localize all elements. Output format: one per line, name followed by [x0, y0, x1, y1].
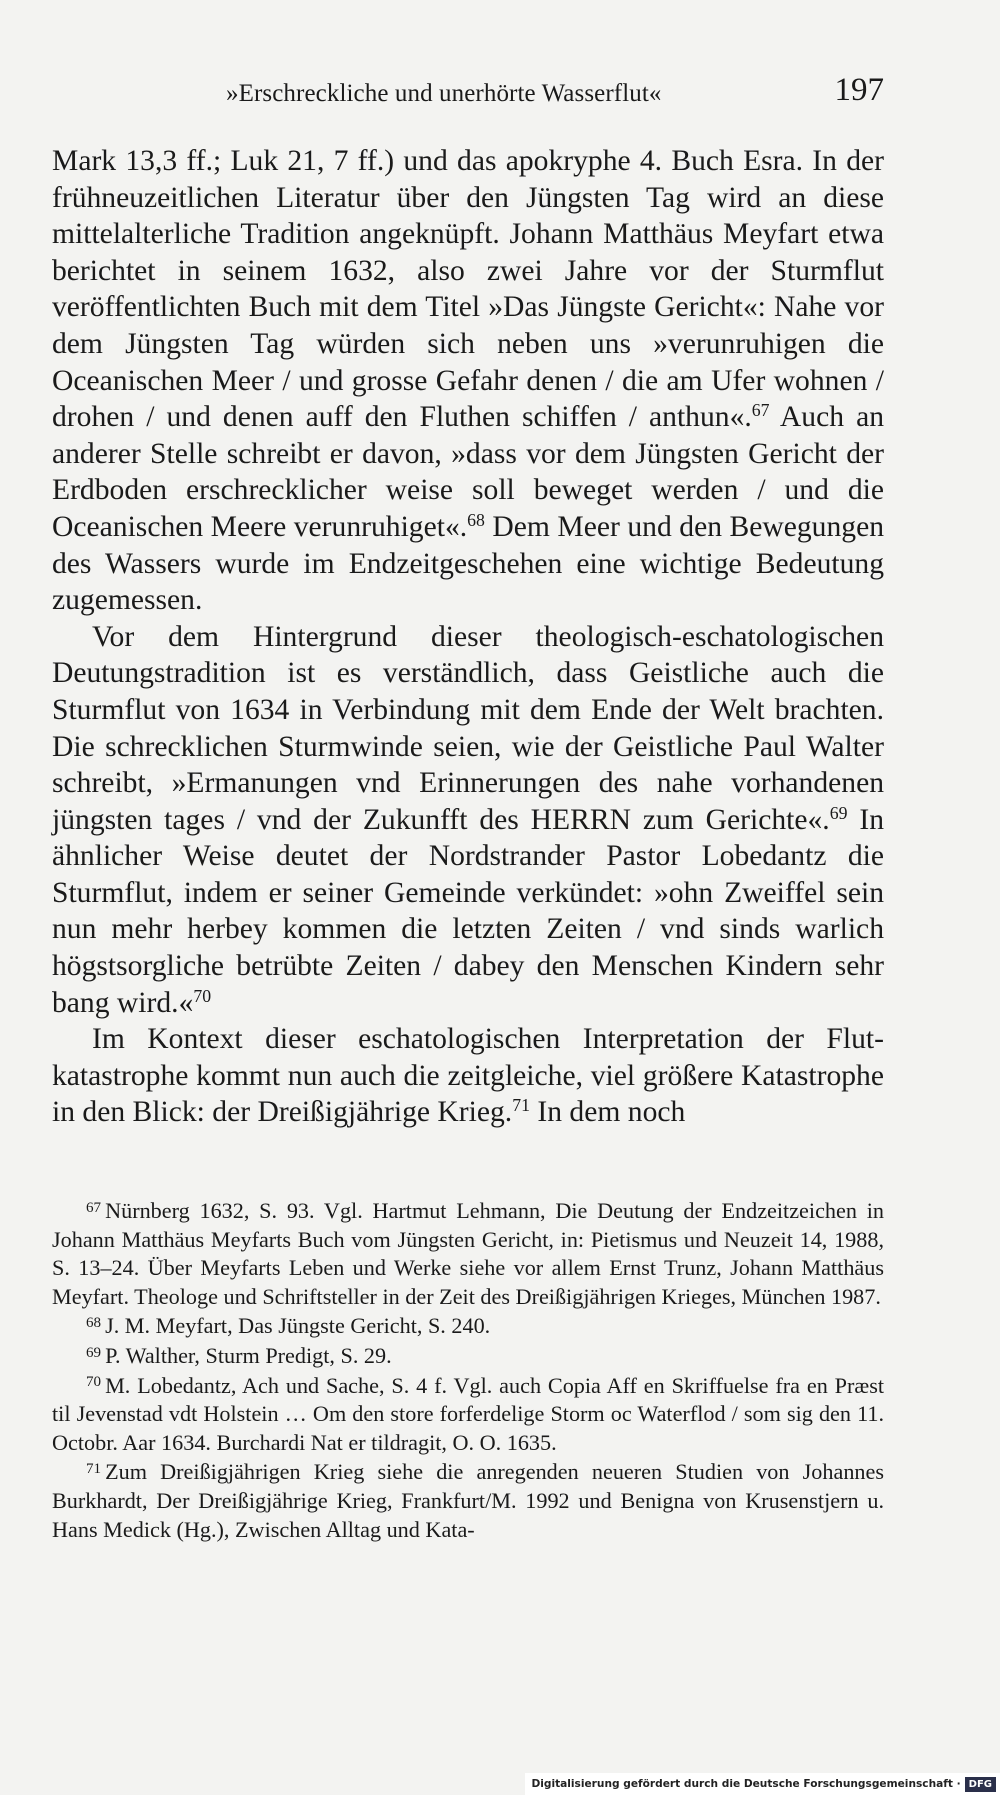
footnote-text: Nürnberg 1632, S. 93. Vgl. Hartmut Lehmann, Die Deutung der Endzeitzeichen in Johann Matthäus Meyfarts Buch vom Jüngsten Gericht, in: Pietismus und Neuzeit 14, 1988, S. 13–24. Über Meyfarts Leben und Werke siehe vor allem Ernst Trunz, Johann Matthäus Meyfart. Theologe und Schriftsteller in der Zeit des Dreißigjährigen Krieges, München 1987. — [52, 1198, 884, 1309]
footnote-number: 67 — [86, 1199, 102, 1216]
footnotes — [52, 1197, 884, 1545]
footnote-67 — [52, 1197, 884, 1311]
dfg-logo: DFG — [965, 1777, 996, 1792]
footnote-number: 70 — [86, 1374, 102, 1391]
footnote-71 — [52, 1458, 884, 1544]
text-run: Im Kontext dieser eschatologischen Interpretation der Flutkatastrophe kommt nun auch die zeitgleiche, viel größere Katastrophe in den Blick: der Dreißigjährige Krieg. — [52, 1023, 884, 1129]
running-head — [52, 72, 884, 112]
footnote-number: 71 — [86, 1461, 102, 1478]
footnote-number: 68 — [86, 1315, 102, 1332]
footnote-ref: 70 — [193, 985, 212, 1006]
running-title: »Erschreckliche und unerhörte Wasserflut« — [226, 80, 662, 107]
footnote-70 — [52, 1372, 884, 1458]
footnote-68 — [52, 1312, 884, 1341]
text-run: Mark 13,3 ff.; Luk 21, 7 ff.) und das apokryphe 4. Buch Esra. In der frühneuzeitlichen Literatur über den Jüngsten Tag wird an diese mittelalterliche Tradition angeknüpft. Johann Matthäus Meyfart etwa berichtet in seinem 1632, also zwei Jahre vor der Sturmflut veröffentlichten Buch mit dem Titel »Das Jüngste Gericht«: Nahe vor dem Jüngsten Tag würden sich neben uns »verunruhigen die Oceanischen Meer / und grosse Gefahr denen / die am Ufer wohnen / drohen / und denen auff den Fluthen schiffen / anthun«. — [52, 145, 884, 434]
footnote-ref: 71 — [512, 1095, 530, 1116]
body-text — [52, 143, 884, 1131]
footnote-number: 69 — [86, 1344, 102, 1361]
paragraph-3 — [52, 1021, 884, 1131]
footnote-ref: 69 — [829, 802, 848, 823]
paragraph-2 — [52, 619, 884, 1022]
text-run: Dem Meer und den Bewegungen des Wassers wurde im Endzeitgeschehen eine wichtige Bedeutung zugemessen. — [52, 510, 884, 617]
digitization-credit — [525, 1773, 1000, 1795]
footnote-text: J. M. Meyfart, Das Jüngste Gericht, S. 240. — [105, 1313, 491, 1339]
paragraph-1 — [52, 143, 884, 619]
text-run: In dem noch — [529, 1096, 686, 1129]
footnote-text: Zum Dreißigjährigen Krieg siehe die anregenden neueren Studien von Johannes Burkhardt, Der Dreißigjährige Krieg, Frankfurt/M. 1992 und Benigna von Krusenstjern u. Hans Medick (Hg.), Zwischen Alltag und Kata- — [52, 1459, 884, 1542]
page-number: 197 — [834, 72, 884, 108]
text-run: Vor dem Hintergrund dieser theologisch-eschatologischen Deutungstradition ist es verständlich, dass Geistliche auch die Sturmflut von 1634 in Verbindung mit dem Ende der Welt brachten. Die schrecklichen Sturmwinde seien, wie der Geistliche Paul Walter schreibt, »Ermanungen vnd Erinnerungen des nahe vorhandenen jüngsten tages / vnd der Zukunfft des HERRN zum Gerichte«. — [52, 620, 884, 836]
footnote-ref: 67 — [751, 400, 770, 421]
text-run: Auch an anderer Stelle schreibt er davon, »dass vor dem Jüngsten Gericht der Erdboden erschrecklicher weise soll beweget werden / und die Oceanischen Meere verunruhiget«. — [52, 401, 885, 543]
footnote-text: M. Lobedantz, Ach und Sache, S. 4 f. Vgl. auch Copia Aff en Skriffuelse fra en Præst til Jevenstad vdt Holstein … Om den store forferdelige Storm oc Waterflod / som sig den 11. Octobr. Aar 1634. Burchardi Nat er tildragit, O. O. 1635. — [52, 1372, 884, 1455]
footnote-ref: 68 — [467, 510, 485, 531]
text-run: In ähnlicher Weise deutet der Nordstrander Pastor Lobedantz die Sturmflut, indem er seiner Gemeinde verkündet: »ohn Zweiffel sein nun mehr herbey kommen die letzten Zeiten / vnd sinds warlich högstsorgliche betrübte Zeiten / dabey den Menschen Kindern sehr bang wird.« — [52, 803, 884, 1019]
credit-text: Digitalisierung gefördert durch die Deutsche Forschungsgemeinschaft · — [531, 1778, 961, 1790]
footnote-69 — [52, 1342, 884, 1371]
footnote-text: P. Walther, Sturm Predigt, S. 29. — [105, 1342, 392, 1368]
